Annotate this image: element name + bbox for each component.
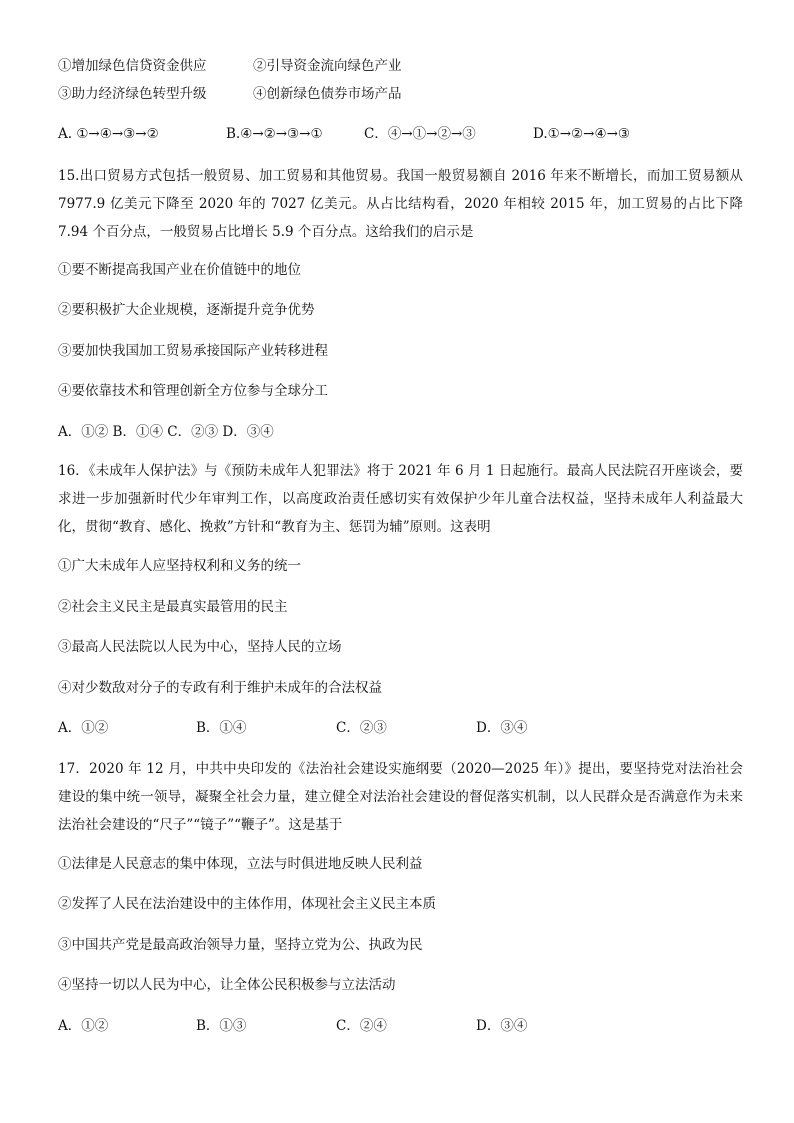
q14-option-a: A. ①→④→③→② <box>58 126 159 142</box>
q17-stem: 17．2020 年 12 月，中共中央印发的《法治社会建设实施纲要（2020—2025 年）》提出，要坚持党对法治社会建设的集中统一领导，凝聚全社会力量，建立健全对法治社会建设的督促落实机制，以人民群众是否满意作为未来法治社会建设的“尺子”“镜子”“鞭子”。这是基于 <box>58 761 743 833</box>
q17-option-d: D．③④ <box>476 1018 528 1034</box>
q17-statement-4: ④坚持一切以人民为中心，让全体公民积极参与立法活动 <box>58 977 396 993</box>
q16-option-b: B．①④ <box>196 720 247 736</box>
q15-statement-4: ④要依靠技术和管理创新全方位参与全球分工 <box>58 383 328 399</box>
q14-option-c: C．④→①→②→③ <box>364 126 476 142</box>
q14-option-b: B.④→②→③→① <box>226 126 323 142</box>
q14-option-d: D.①→②→④→③ <box>533 126 630 142</box>
q14-statement-1: ①增加绿色信贷资金供应 <box>58 58 207 74</box>
q15-options: A．①② B．①④ C．②③ D．③④ <box>58 424 274 440</box>
q16-option-a: A．①② <box>58 720 109 736</box>
q16-statement-4: ④对少数敌对分子的专政有利于维护未成年的合法权益 <box>58 680 382 696</box>
q15-statement-3: ③要加快我国加工贸易承接国际产业转移进程 <box>58 343 328 359</box>
q16-statement-1: ①广大未成年人应坚持权利和义务的统一 <box>58 558 301 574</box>
q17-option-a: A．①② <box>58 1018 109 1034</box>
q15-statement-2: ②要积极扩大企业规模，逐渐提升竞争优势 <box>58 302 315 318</box>
q17-statement-2: ②发挥了人民在法治建设中的主体作用，体现社会主义民主本质 <box>58 896 436 912</box>
q14-statement-4: ④创新绿色债券市场产品 <box>253 86 402 102</box>
q16-option-c: C．②③ <box>336 720 387 736</box>
q15-stem: 15.出口贸易方式包括一般贸易、加工贸易和其他贸易。我国一般贸易额自 2016 年来不断增长，而加工贸易额从 7977.9 亿美元下降至 2020 年的 7027 亿美元。从占比结构看，2020 年相较 2015 年，加工贸易的占比下降 7.94 个百分点，一般贸易占比增长 5.9 个百分点。这给我们的启示是 <box>58 168 743 240</box>
q16-statement-3: ③最高人民法院以人民为中心，坚持人民的立场 <box>58 639 342 655</box>
q17-statement-1: ①法律是人民意志的集中体现，立法与时俱进地反映人民利益 <box>58 856 423 872</box>
q14-statement-2: ②引导资金流向绿色产业 <box>253 58 402 74</box>
q16-statement-2: ②社会主义民主是最真实最管用的民主 <box>58 599 288 615</box>
q17-statement-3: ③中国共产党是最高政治领导力量，坚持立党为公、执政为民 <box>58 937 423 953</box>
q16-option-d: D．③④ <box>476 720 528 736</box>
q16-stem: 16．《未成年人保护法》与《预防未成年人犯罪法》将于 2021 年 6 月 1 日起施行。最高人民法院召开座谈会，要求进一步加强新时代少年审判工作，以高度政治责任感切实有效保护少年儿童合法权益，坚持未成年人利益最大化，贯彻“教育、感化、挽救”方针和“教育为主、惩罚为辅”原则。这表明 <box>58 463 743 535</box>
q15-statement-1: ①要不断提高我国产业在价值链中的地位 <box>58 262 301 278</box>
q17-option-b: B．①③ <box>196 1018 247 1034</box>
q17-option-c: C．②④ <box>336 1018 387 1034</box>
q14-statement-3: ③助力经济绿色转型升级 <box>58 86 207 102</box>
